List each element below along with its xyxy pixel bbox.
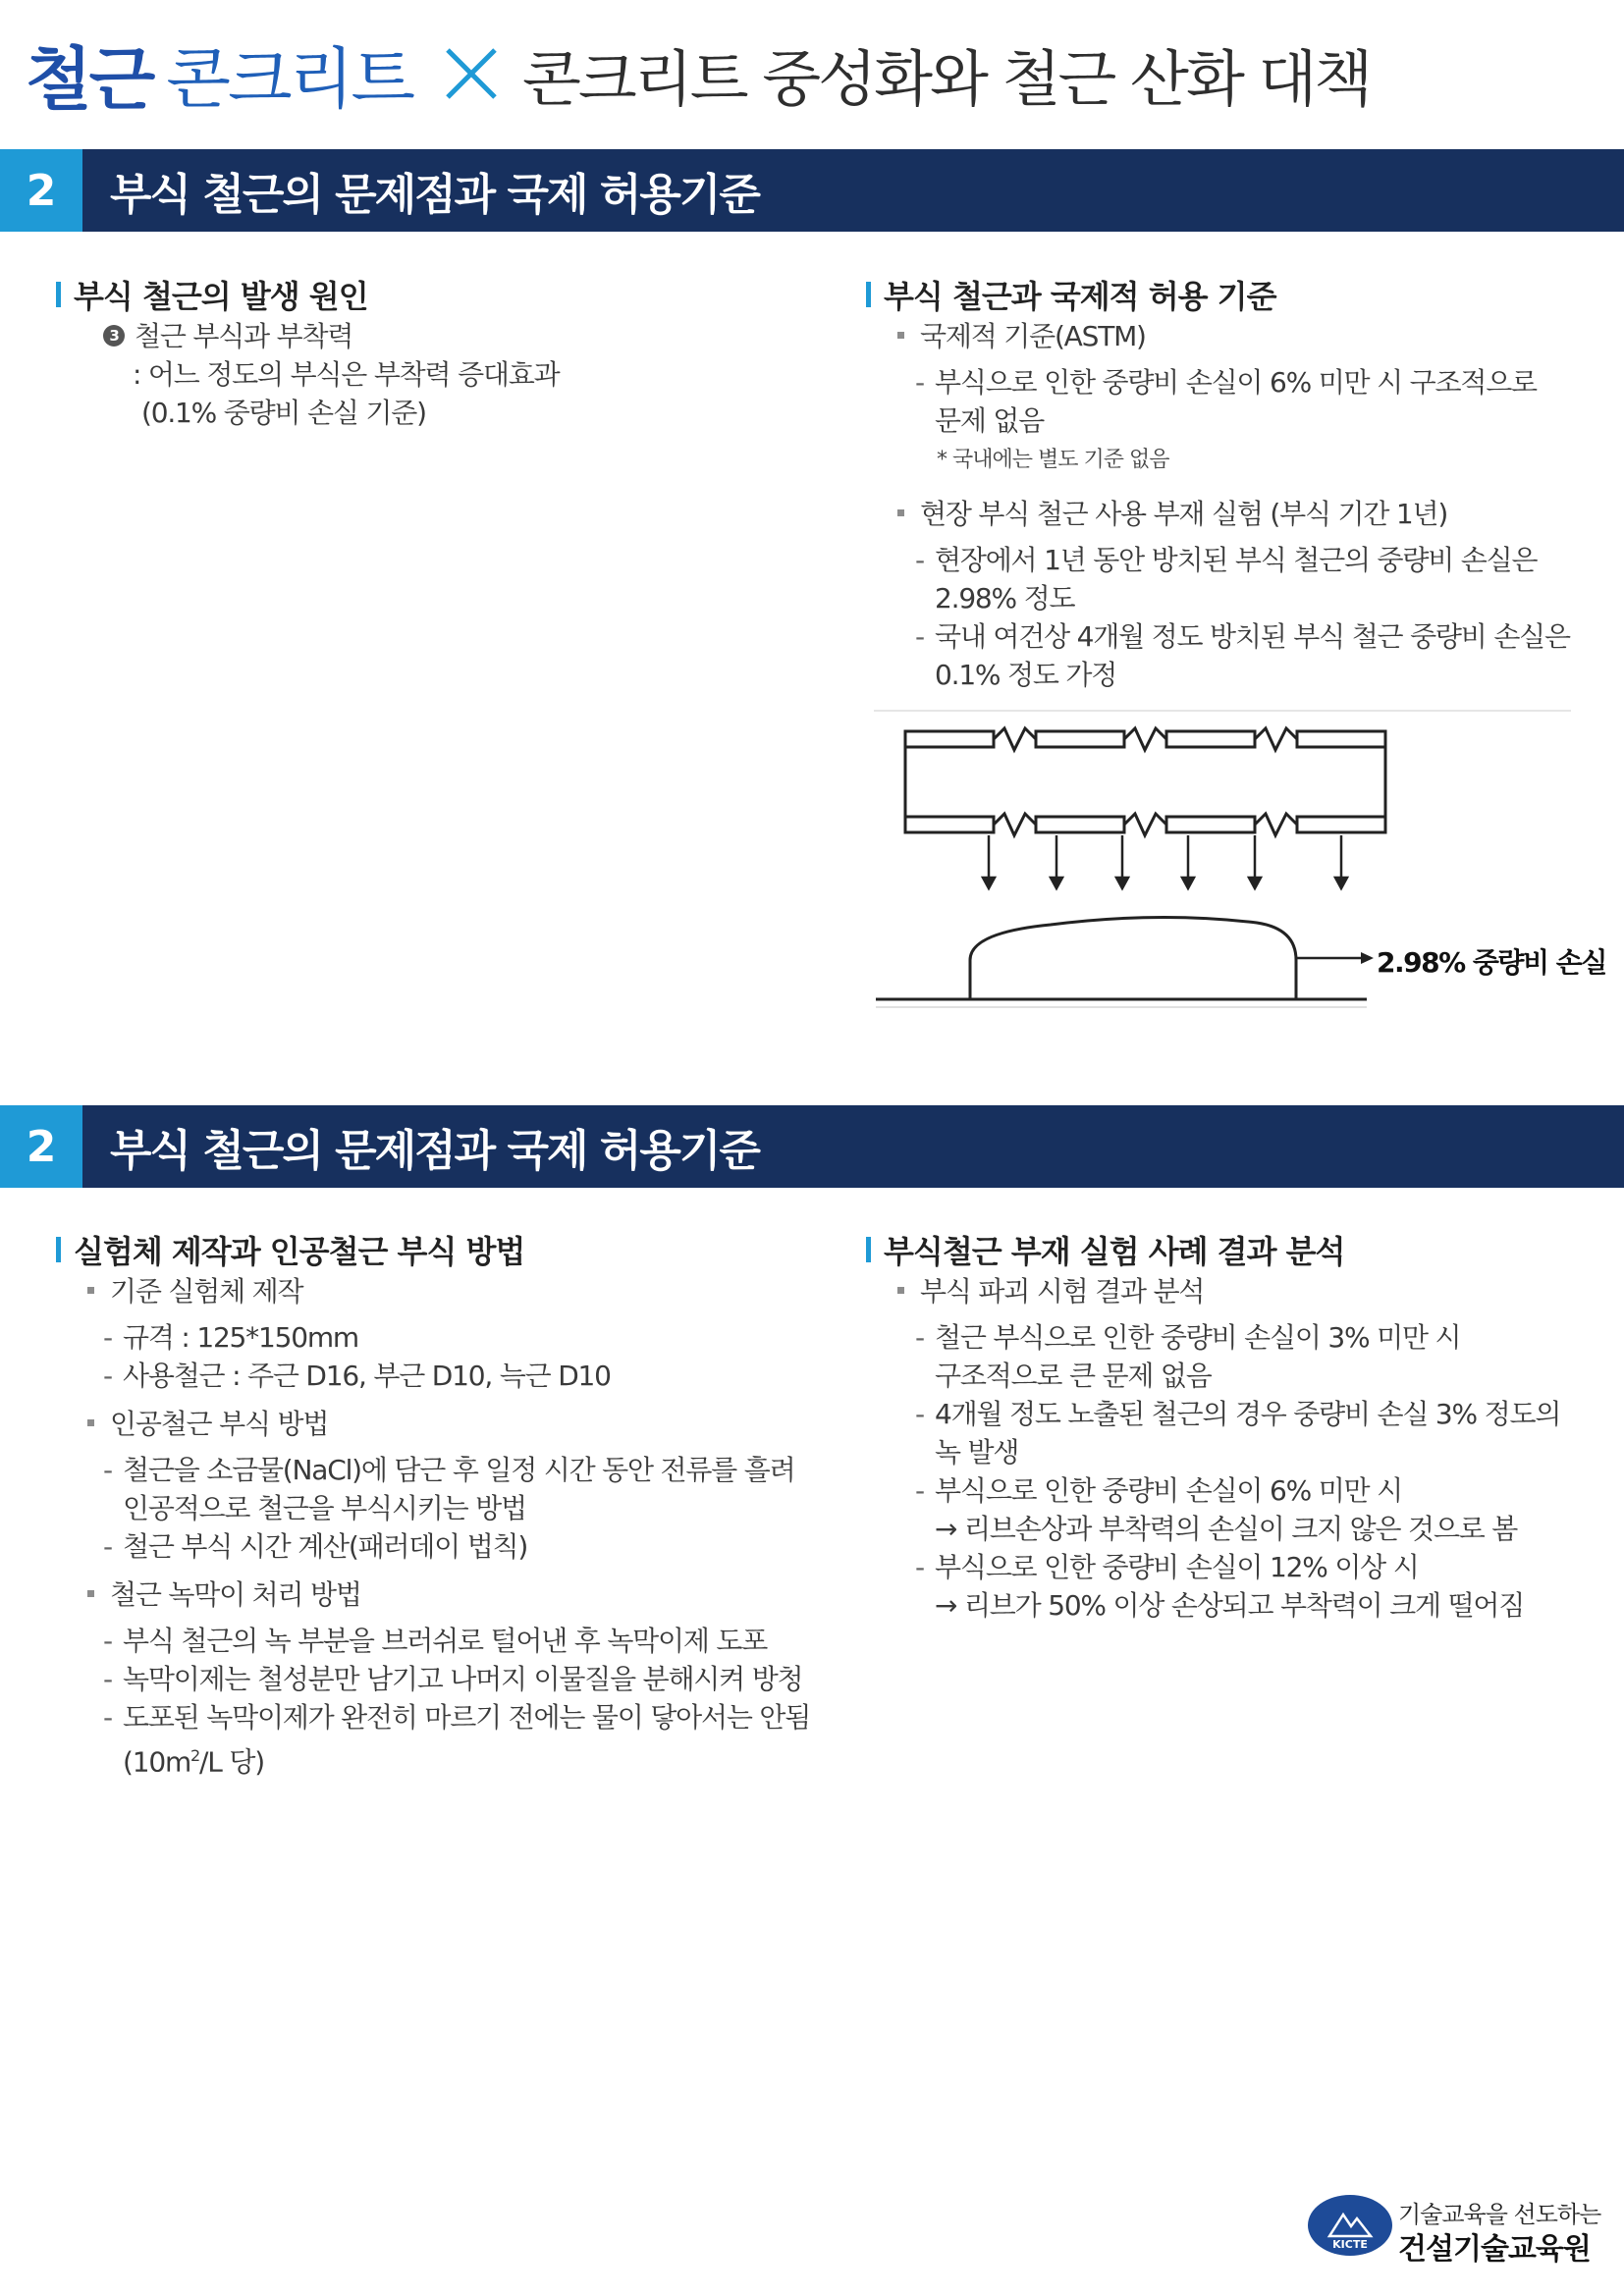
section1-title: 부식 철근의 문제점과 국제 허용기준 (110, 170, 759, 220)
detail-text: 철근 부식 시간 계산(패러데이 법칙) (123, 1530, 528, 1563)
detail-text: 4개월 정도 노출된 철근의 경우 중량비 손실 3% 정도의 (935, 1398, 1561, 1430)
bullet-field-test (866, 495, 1593, 533)
detail-text: 부식으로 인한 중량비 손실이 6% 미만 시 (935, 1474, 1402, 1507)
title-part2: 콘크리트 (166, 40, 413, 119)
result1 (866, 1318, 1593, 1357)
dash-icon: - (103, 1454, 112, 1486)
item-text1: : 어느 정도의 부식은 부착력 증대효과 (133, 358, 560, 391)
cross-icon (442, 44, 501, 103)
dash-icon: - (915, 544, 924, 576)
section2-title: 부식 철근의 문제점과 국제 허용기준 (110, 1126, 759, 1176)
result2-cont: 녹 발생 (935, 1436, 1019, 1468)
square-bullet-icon (897, 332, 904, 339)
coverage-suffix: /L 당) (199, 1745, 264, 1779)
corrosion-method-cont: 인공적으로 철근을 부식시키는 방법 (123, 1492, 526, 1524)
dash-icon: - (915, 1398, 924, 1430)
section1-right-heading (866, 273, 1593, 316)
force-arrows (983, 835, 1347, 888)
field-detail2-cont: 0.1% 정도 가정 (935, 659, 1117, 691)
bullet-text: 부식 파괴 시험 결과 분석 (920, 1275, 1205, 1308)
heading-bar (866, 1237, 871, 1262)
result4-cont: → 리브가 50% 이상 손상되고 부착력이 크게 떨어짐 (935, 1589, 1525, 1622)
corrosion-method (56, 1451, 822, 1489)
dash-icon: - (103, 1625, 112, 1657)
page-title (26, 29, 1370, 118)
bullet-astm (866, 317, 1593, 355)
dash-icon: - (103, 1321, 112, 1354)
footer-tagline: 기술교육을 선도하는 (1398, 2201, 1601, 2228)
heading-bar (866, 282, 871, 307)
astm-detail-cont: 문제 없음 (935, 404, 1045, 437)
detail-text: 도포된 녹막이제가 완전히 마르기 전에는 물이 닿아서는 안됨 (123, 1701, 811, 1734)
result2 (866, 1395, 1593, 1433)
dash-icon: - (915, 620, 924, 653)
corrosion-time (56, 1527, 822, 1566)
specimen-size (56, 1318, 822, 1357)
bullet-text: 국제적 기준(ASTM) (920, 320, 1146, 352)
bullet-text: 현장 부식 철근 사용 부재 실험 (부식 기간 1년) (920, 498, 1448, 530)
square-bullet-icon (87, 1590, 94, 1597)
section2-right (866, 1228, 1593, 1625)
specimen-rebar (56, 1357, 822, 1395)
rust-step3-cont (56, 1736, 822, 1781)
section2-number: 2 (0, 1105, 82, 1188)
dash-icon: - (915, 1321, 924, 1354)
rebar-top (905, 728, 1385, 817)
result3 (866, 1471, 1593, 1510)
detail-text: 철근을 소금물(NaCl)에 담근 후 일정 시간 동안 전류를 흘려 (123, 1454, 795, 1486)
item-title (56, 317, 802, 355)
detail-text: 사용철근 : 주근 D16, 부근 D10, 늑근 D10 (123, 1360, 611, 1392)
astm-detail (866, 363, 1593, 401)
dash-icon: - (103, 1360, 112, 1392)
rust-step2 (56, 1660, 822, 1698)
detail-text: 녹막이제는 철성분만 남기고 나머지 이물질을 분해시켜 방청 (123, 1663, 803, 1695)
heading-text: 실험체 제작과 인공철근 부식 방법 (74, 1233, 525, 1270)
rebar-bottom (905, 814, 1385, 835)
logo-text: KICTE (1332, 2238, 1368, 2251)
bullet-text: 철근 녹막이 처리 방법 (110, 1578, 361, 1611)
result3-cont: → 리브손상과 부착력의 손실이 크지 않은 것으로 봄 (935, 1513, 1518, 1545)
item-text2: (0.1% 중량비 손실 기준) (141, 397, 426, 429)
kicte-emblem (1308, 2195, 1392, 2256)
bullet-text: 기준 실험체 제작 (110, 1275, 303, 1308)
detail-text: 규격 : 125*150mm (123, 1321, 358, 1354)
heading-text: 부식 철근의 발생 원인 (74, 278, 368, 315)
detail-text: 부식으로 인한 중량비 손실이 12% 이상 시 (935, 1551, 1419, 1583)
rust-step3 (56, 1698, 822, 1736)
square-bullet-icon (897, 509, 904, 516)
section2-left-heading (56, 1228, 822, 1271)
field-detail1-cont: 2.98% 정도 (935, 582, 1075, 614)
loss-curve (970, 917, 1296, 999)
dash-icon: - (915, 366, 924, 399)
title-part1: 철근 (26, 38, 153, 120)
detail-text: 부식으로 인한 중량비 손실이 6% 미만 시 구조적으로 (935, 366, 1537, 399)
dash-icon: - (103, 1701, 112, 1734)
section2-banner (0, 1105, 1624, 1188)
diagram-label: 2.98% 중량비 손실 (1377, 946, 1606, 979)
detail-text: 국내 여건상 4개월 정도 방치된 부식 철근 중량비 손실은 (935, 620, 1570, 653)
item-title-text: 철근 부식과 부착력 (135, 320, 353, 352)
bullet-rust-prevention (56, 1575, 822, 1614)
heading-bar (56, 1237, 61, 1262)
bullet-failure-test (866, 1272, 1593, 1310)
detail-text: 부식 철근의 녹 부분을 브러쉬로 털어낸 후 녹막이제 도포 (123, 1625, 768, 1657)
result1-cont: 구조적으로 큰 문제 없음 (935, 1360, 1212, 1392)
dash-icon: - (915, 1474, 924, 1507)
domestic-note: * 국내에는 별도 기준 없음 (937, 448, 1169, 472)
section1-banner (0, 149, 1624, 232)
title-part3: 콘크리트 중성화와 철근 산화 대책 (522, 42, 1371, 115)
heading-text: 부식철근 부재 실험 사례 결과 분석 (884, 1233, 1345, 1270)
footer-logo (1308, 2189, 1602, 2268)
section2-right-heading (866, 1228, 1593, 1271)
section1-left (56, 273, 802, 432)
field-detail1 (866, 541, 1593, 579)
rust-step1 (56, 1622, 822, 1660)
number-3-icon: 3 (103, 325, 125, 347)
section2-left (56, 1228, 822, 1781)
pointer-arrowhead (1361, 952, 1374, 964)
footer-org: 건설기술교육원 (1398, 2232, 1591, 2267)
dash-icon: - (103, 1663, 112, 1695)
section1-number: 2 (0, 149, 82, 232)
square-bullet-icon (87, 1419, 94, 1426)
section1-left-heading (56, 273, 802, 316)
result4 (866, 1548, 1593, 1586)
detail-text: 현장에서 1년 동안 방치된 부식 철근의 중량비 손실은 (935, 544, 1538, 576)
square-bullet-icon (87, 1287, 94, 1294)
coverage-prefix: (10m (123, 1745, 191, 1779)
field-detail2 (866, 617, 1593, 656)
bullet-text: 인공철근 부식 방법 (110, 1408, 329, 1440)
square-bullet-icon (897, 1287, 904, 1294)
section1-right (866, 273, 1593, 694)
bullet-artificial-corrosion (56, 1405, 822, 1443)
dash-icon: - (915, 1551, 924, 1583)
coverage-superscript: 2 (190, 1746, 200, 1765)
detail-text: 철근 부식으로 인한 중량비 손실이 3% 미만 시 (935, 1321, 1461, 1354)
heading-text: 부식 철근과 국제적 허용 기준 (884, 278, 1276, 315)
heading-bar (56, 282, 61, 307)
dash-icon: - (103, 1530, 112, 1563)
bullet-specimen (56, 1272, 822, 1310)
